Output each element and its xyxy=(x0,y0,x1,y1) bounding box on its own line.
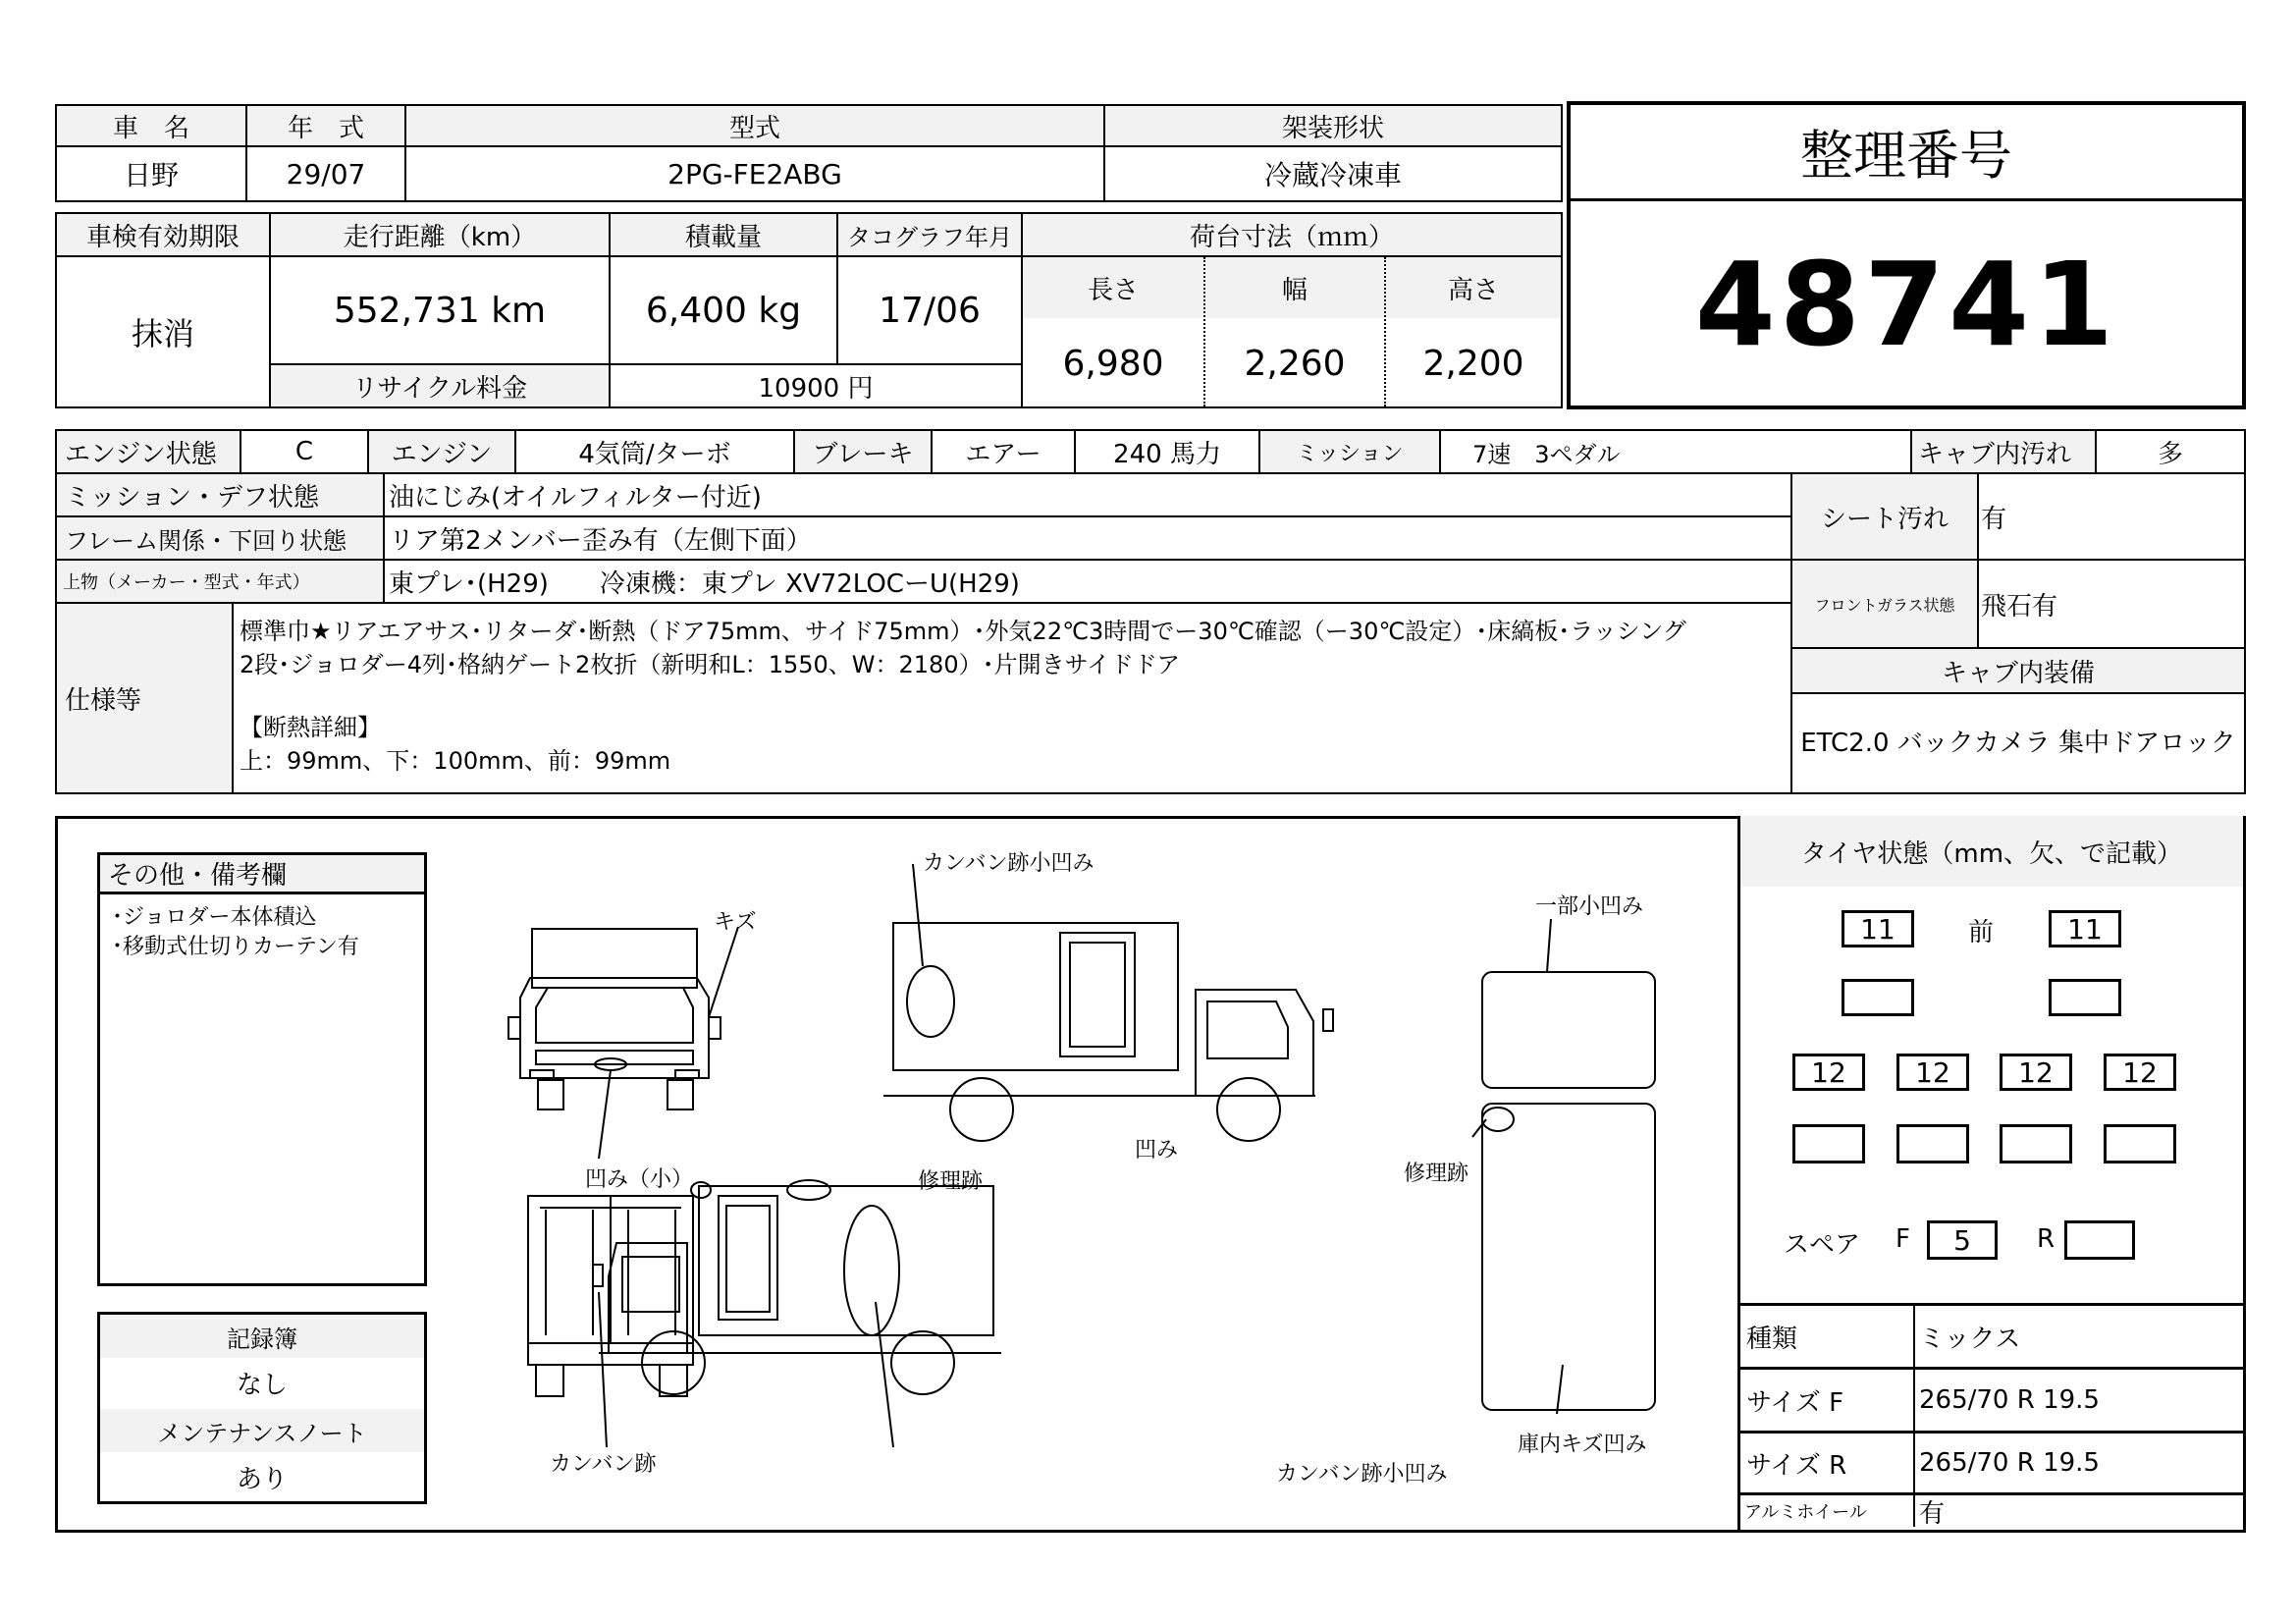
specification-label: 仕様等 xyxy=(55,602,234,794)
tire-rear-2: 12 xyxy=(1896,1054,1969,1091)
engine-state-value: C xyxy=(240,429,369,474)
tire-size-f-value: 265/70 R 19.5 xyxy=(1919,1385,2100,1415)
label-kanban-ato: カンバン跡 xyxy=(550,1452,657,1477)
model-value: 2PG-FE2ABG xyxy=(404,145,1105,202)
label-hekomi: 凹み xyxy=(1135,1138,1179,1163)
truck-side-view-left xyxy=(593,1180,1001,1394)
load-label: 積載量 xyxy=(609,212,838,257)
bed-divider-2 xyxy=(1384,257,1386,406)
mileage-value: 552,731 km xyxy=(269,255,611,365)
upper-label: 上物（メーカー・型式・年式） xyxy=(55,559,385,604)
tire-front-label: 前 xyxy=(1968,918,1995,947)
brake-value: エアー xyxy=(931,429,1076,474)
notes-label: その他・備考欄 xyxy=(100,855,424,894)
load-value: 6,400 kg xyxy=(609,255,838,365)
spare-r-value xyxy=(2064,1220,2135,1260)
tacho-label: タコグラフ年月 xyxy=(836,212,1023,257)
truck-rear-view xyxy=(528,1196,693,1396)
tire-rear-4-inner xyxy=(2104,1124,2176,1163)
year-label: 年 式 xyxy=(245,104,406,147)
engine-label: エンジン xyxy=(367,429,516,474)
mission-label: ミッション xyxy=(1258,429,1441,474)
alu-wheel-value: 有 xyxy=(1919,1498,1946,1529)
tire-front-left-inner xyxy=(1842,979,1914,1016)
label-konai: 庫内キズ凹み xyxy=(1518,1433,1647,1457)
tire-front-left: 11 xyxy=(1842,910,1914,947)
bed-dimensions xyxy=(1021,255,1563,408)
label-hekomi-small: 凹み（小） xyxy=(585,1167,694,1192)
tire-front-right: 11 xyxy=(2049,910,2121,947)
inspection-label: 車検有効期限 xyxy=(55,212,271,257)
frame-value: リア第2メンバー歪み有（左側下面） xyxy=(383,515,1792,561)
mission-diff-label: ミッション・デフ状態 xyxy=(55,472,385,517)
tire-rear-3: 12 xyxy=(2000,1054,2072,1091)
maintenance-label: メンテナンスノート xyxy=(100,1409,424,1452)
car-name-label: 車 名 xyxy=(55,104,247,147)
label-shuriato-right: 修理跡 xyxy=(1404,1162,1469,1186)
frame-label: フレーム関係・下回り状態 xyxy=(55,515,385,561)
bed-size-label: 荷台寸法（ｍｍ） xyxy=(1021,212,1563,257)
tire-rear-1: 12 xyxy=(1792,1054,1865,1091)
body-label: 架装形状 xyxy=(1103,104,1563,147)
body-value: 冷蔵冷凍車 xyxy=(1103,145,1563,202)
label-kanban-small-dent-top: カンバン跡小凹み xyxy=(923,851,1095,876)
car-name-value: 日野 xyxy=(55,145,247,202)
tire-status-label: タイヤ状態（mm、欠、で記載） xyxy=(1740,816,2243,887)
seat-dirt-label: シート汚れ xyxy=(1790,472,1979,561)
windshield-value: 飛石有 xyxy=(1977,559,2246,649)
upper-value: 東プレ･(H29) 冷凍機：東プレ XV72LOCーU(H29) xyxy=(383,559,1792,604)
spare-r-label: R xyxy=(2037,1224,2056,1254)
specification-text xyxy=(232,602,1792,794)
engine-state-label: エンジン状態 xyxy=(55,429,241,474)
inspection-value: 抹消 xyxy=(55,255,271,408)
tire-rear-2-inner xyxy=(1896,1124,1969,1163)
height-value: 2,200 xyxy=(1422,343,1524,384)
bed-divider-1 xyxy=(1203,257,1205,406)
horsepower-value: 240 馬力 xyxy=(1074,429,1260,474)
tire-rear-3-inner xyxy=(2000,1124,2072,1163)
label-kanban-small-dent-bottom: カンバン跡小凹み xyxy=(1276,1462,1448,1487)
seat-dirt-value: 有 xyxy=(1977,472,2246,561)
brake-label: ブレーキ xyxy=(793,429,933,474)
truck-top-view xyxy=(1482,972,1655,1410)
tire-rear-1-inner xyxy=(1792,1124,1865,1163)
length-label: 長さ xyxy=(1023,257,1203,318)
height-label: 高さ xyxy=(1386,257,1561,318)
tire-size-r-value: 265/70 R 19.5 xyxy=(1919,1448,2100,1478)
spec-line-4: 上：99mm、下：100mm、前：99mm xyxy=(240,747,671,775)
notes-line-1: ･ジョロダー本体積込 xyxy=(112,905,317,930)
label-shuriato-left: 修理跡 xyxy=(918,1169,984,1194)
notes-line-2: ･移動式仕切りカーテン有 xyxy=(112,935,359,959)
record-box xyxy=(97,1312,427,1504)
cab-dirt-label: キャブ内汚れ xyxy=(1910,429,2097,474)
tire-type-label: 種類 xyxy=(1746,1324,1798,1354)
year-value: 29/07 xyxy=(245,145,406,202)
windshield-label: フロントガラス状態 xyxy=(1790,559,1979,649)
cab-equipment-label: キャブ内装備 xyxy=(1790,647,2246,694)
recycle-label: リサイクル料金 xyxy=(269,363,611,408)
width-label: 幅 xyxy=(1205,257,1384,318)
maintenance-value: あり xyxy=(236,1464,288,1494)
reference-number-label: 整理番号 xyxy=(1571,105,2242,201)
tire-info-vertical-divider xyxy=(1913,1306,1915,1527)
spec-line-1: 標準巾★リアエアサス･リターダ･断熱（ドア75mm、サイド75mm）･外気22℃3時間でー30℃確認（ー30℃設定）･床縞板･ラッシング xyxy=(240,618,1686,645)
mission-value: 7速 3ペダル xyxy=(1439,429,1912,474)
mileage-label: 走行距離（km） xyxy=(269,212,611,257)
label-ichibu-hekomi: 一部小凹み xyxy=(1535,894,1644,919)
truck-front-view xyxy=(508,929,721,1109)
reference-number: 48741 xyxy=(1694,237,2118,372)
cab-dirt-value: 多 xyxy=(2095,429,2246,474)
tire-rear-4: 12 xyxy=(2104,1054,2176,1091)
notes-box xyxy=(97,852,427,1286)
label-kizu: キズ xyxy=(714,910,757,935)
engine-value: 4気筒/ターボ xyxy=(514,429,795,474)
cab-equipment-value: ETC2.0 バックカメラ 集中ドアロック xyxy=(1790,692,2246,794)
tire-panel xyxy=(1737,816,2246,1533)
spare-f-value: 5 xyxy=(1927,1220,1998,1260)
spec-line-2: 2段･ジョロダー4列･格納ゲート2枚折（新明和L：1550、W：2180）･片開きサイドドア xyxy=(240,651,1181,678)
width-value: 2,260 xyxy=(1244,343,1346,384)
spare-label: スペア xyxy=(1784,1230,1861,1260)
alu-wheel-label: アルミホイール xyxy=(1744,1502,1867,1523)
reference-number-box xyxy=(1567,101,2246,409)
record-value: なし xyxy=(236,1370,288,1400)
tire-size-r-label: サイズ R xyxy=(1746,1450,1847,1481)
record-label: 記録簿 xyxy=(100,1315,424,1358)
tacho-value: 17/06 xyxy=(836,255,1023,365)
recycle-value: 10900 円 xyxy=(609,363,1023,408)
truck-side-view-right xyxy=(883,923,1333,1141)
model-label: 型式 xyxy=(404,104,1105,147)
tire-front-right-inner xyxy=(2049,979,2121,1016)
tire-size-f-label: サイズ F xyxy=(1746,1387,1844,1418)
length-value: 6,980 xyxy=(1062,343,1164,384)
mission-diff-value: 油にじみ(オイルフィルター付近) xyxy=(383,472,1792,517)
spare-f-label: F xyxy=(1896,1224,1910,1254)
spec-line-3: 【断熱詳細】 xyxy=(240,714,381,741)
tire-type-value: ミックス xyxy=(1919,1324,2021,1354)
